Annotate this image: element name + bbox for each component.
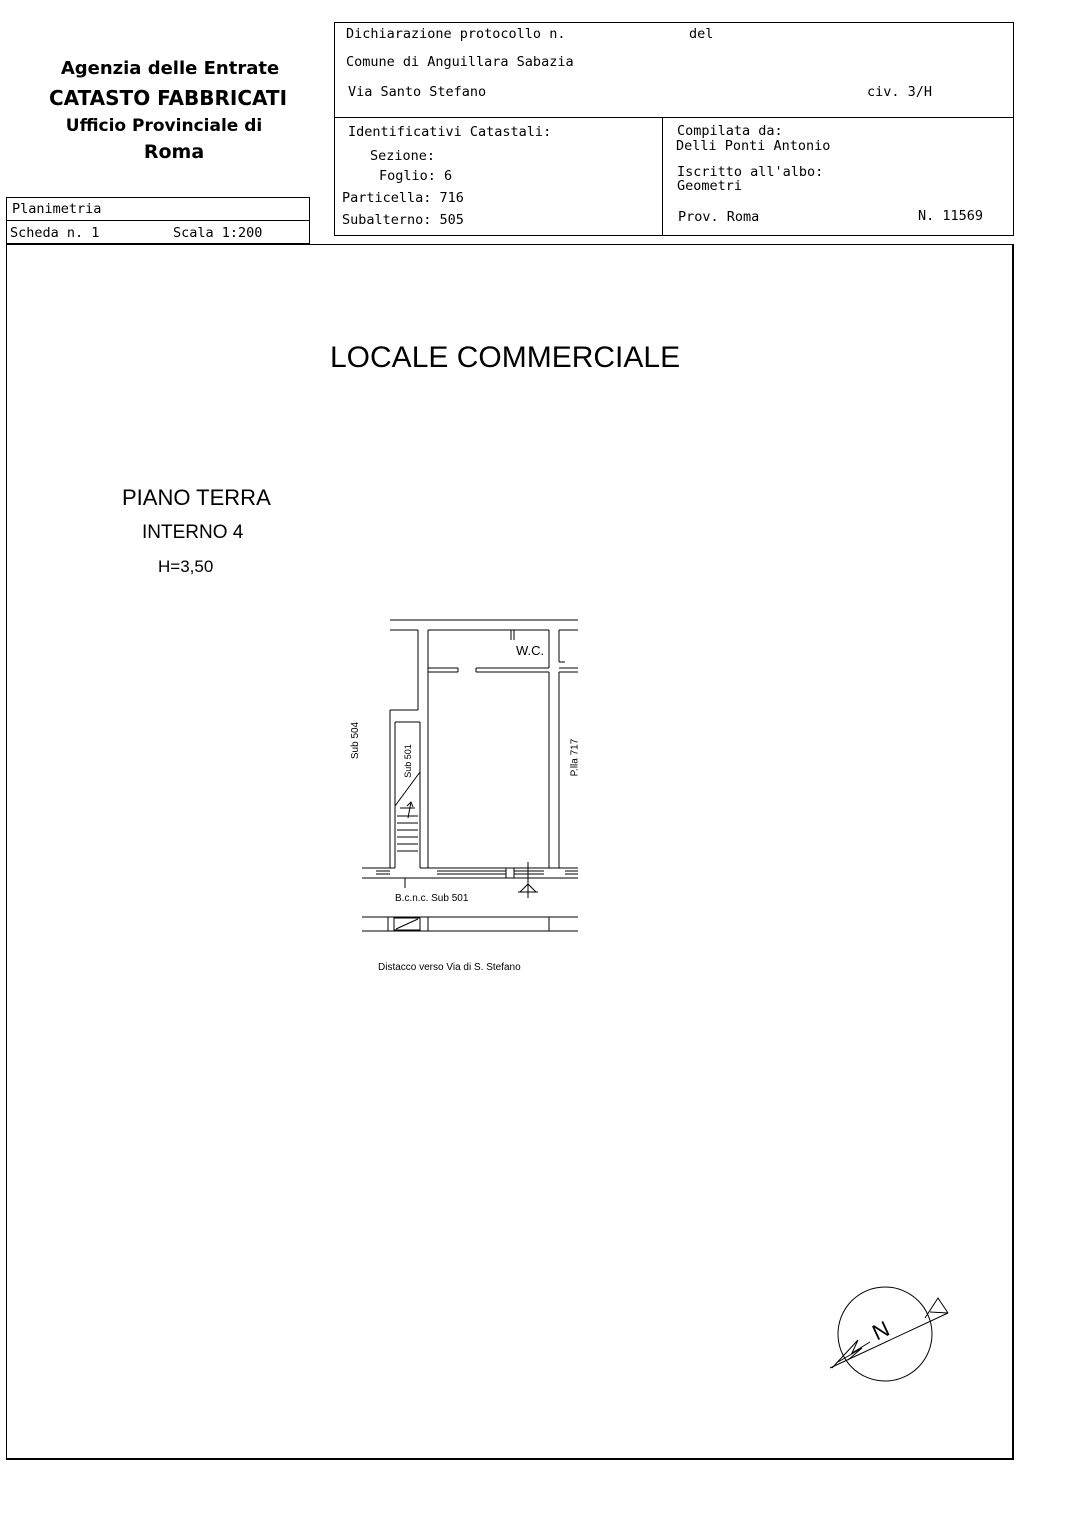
compiler-label: Compilata da: [677,123,783,139]
civ-label: civ. 3/H [867,84,933,100]
sheet-type: Planimetria [12,201,102,217]
sezione-label: Sezione: [370,148,436,164]
sub504-label: Sub 504 [350,721,362,760]
wc-label: W.C. [516,643,545,658]
protocol-label: Dichiarazione protocollo n. [346,26,566,42]
compiler-name: Delli Ponti Antonio [676,138,831,154]
subalterno-label: Subalterno: 505 [342,212,464,228]
via-label: Via Santo Stefano [348,84,487,100]
particella-label: Particella: 716 [342,190,464,206]
drawing-title: LOCALE COMMERCIALE [330,341,681,374]
registration-number: N. 11569 [918,208,984,224]
bcnc-label: B.c.n.c. Sub 501 [395,893,469,904]
sheet-scheda: Scheda n. 1 [10,225,100,241]
distacco-label: Distacco verso Via di S. Stefano [378,962,521,973]
interno-label: INTERNO 4 [142,522,244,543]
sub501-label: Sub 501 [402,744,413,778]
agency-name: Agenzia delle Entrate [60,58,280,79]
albo-value: Geometri [677,178,743,194]
office-label: Ufficio Provinciale di [65,116,263,136]
prov-label: Prov. Roma [678,209,760,225]
north-label: N [868,1315,894,1346]
floor-label: PIANO TERRA [122,485,271,510]
office-city: Roma [143,141,205,163]
plla717-label: P.lla 717 [569,738,581,777]
identifiers-title: Identificativi Catastali: [348,124,552,140]
height-label: H=3,50 [158,557,214,576]
department-title: CATASTO FABBRICATI [48,86,288,110]
foglio-label: Foglio: 6 [379,168,453,184]
comune-label: Comune di Anguillara Sabazia [346,54,574,70]
albo-label: Iscritto all'albo: [677,164,824,180]
sheet-scala: Scala 1:200 [173,225,263,241]
protocol-del: del [689,26,714,42]
